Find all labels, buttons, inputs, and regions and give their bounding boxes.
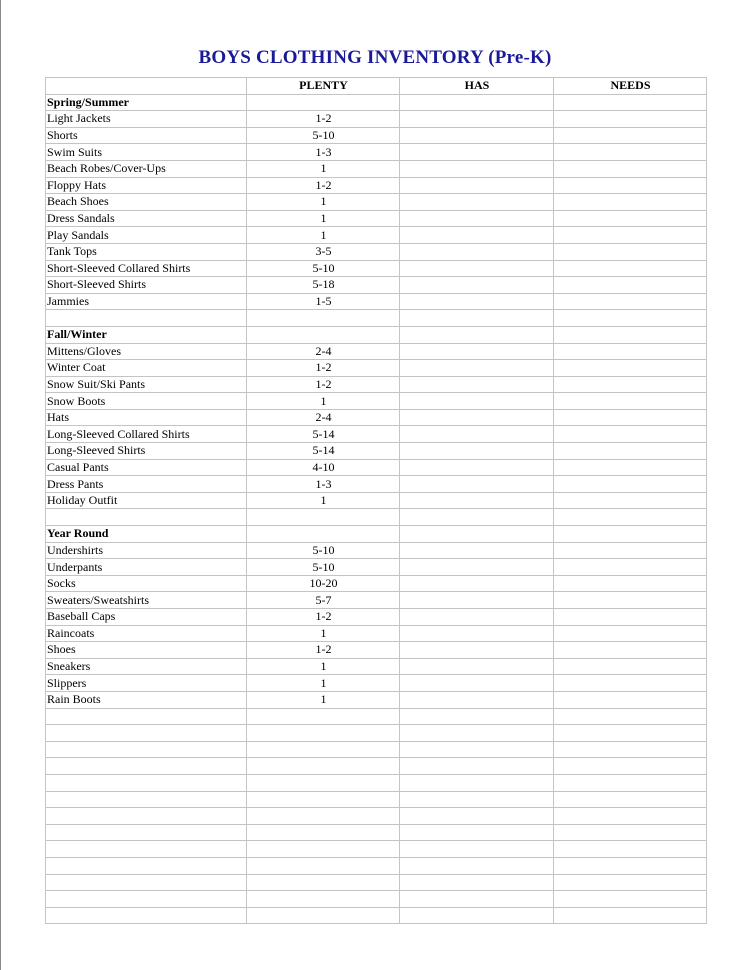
- has-cell[interactable]: [400, 127, 554, 144]
- needs-cell[interactable]: [554, 609, 707, 626]
- item-label: Snow Boots: [46, 393, 247, 410]
- item-cell[interactable]: [46, 725, 247, 742]
- has-cell[interactable]: [400, 824, 554, 841]
- needs-cell[interactable]: [554, 841, 707, 858]
- needs-cell[interactable]: [554, 144, 707, 161]
- needs-cell[interactable]: [554, 791, 707, 808]
- has-cell[interactable]: [400, 343, 554, 360]
- needs-cell[interactable]: [554, 492, 707, 509]
- has-cell[interactable]: [400, 891, 554, 908]
- table-row: [46, 426, 707, 443]
- has-cell[interactable]: [400, 592, 554, 609]
- needs-column-header: NEEDS: [554, 78, 707, 95]
- has-cell[interactable]: [400, 841, 554, 858]
- item-label: Winter Coat: [46, 360, 247, 377]
- plenty-cell[interactable]: [247, 841, 400, 858]
- section-row: [46, 326, 707, 343]
- has-column-header: HAS: [400, 78, 554, 95]
- blank-row: [46, 907, 707, 924]
- item-cell[interactable]: [46, 824, 247, 841]
- plenty-value: 5-18: [247, 277, 400, 294]
- table-row: [46, 343, 707, 360]
- table-row: [46, 443, 707, 460]
- item-label: Snow Suit/Ski Pants: [46, 376, 247, 393]
- item-label: Sweaters/Sweatshirts: [46, 592, 247, 609]
- plenty-value: 10-20: [247, 575, 400, 592]
- plenty-value: 2-4: [247, 409, 400, 426]
- table-row: [46, 260, 707, 277]
- item-label: Socks: [46, 575, 247, 592]
- inventory-table: [45, 77, 707, 924]
- has-cell[interactable]: [400, 111, 554, 128]
- needs-cell[interactable]: [554, 426, 707, 443]
- has-cell[interactable]: [400, 774, 554, 791]
- item-label: Short-Sleeved Shirts: [46, 277, 247, 294]
- blank-row: [46, 791, 707, 808]
- blank-row: [46, 874, 707, 891]
- item-label: Raincoats: [46, 625, 247, 642]
- blank-row: [46, 808, 707, 825]
- needs-cell[interactable]: [554, 343, 707, 360]
- table-row: [46, 575, 707, 592]
- item-label: Undershirts: [46, 542, 247, 559]
- table-row: [46, 625, 707, 642]
- item-cell[interactable]: [46, 891, 247, 908]
- needs-cell[interactable]: [554, 725, 707, 742]
- item-label: Tank Tops: [46, 243, 247, 260]
- has-cell[interactable]: [400, 708, 554, 725]
- needs-cell[interactable]: [554, 592, 707, 609]
- table-row: [46, 194, 707, 211]
- has-cell[interactable]: [400, 791, 554, 808]
- item-cell[interactable]: [46, 841, 247, 858]
- has-cell[interactable]: [400, 874, 554, 891]
- has-cell[interactable]: [400, 741, 554, 758]
- table-row: [46, 492, 707, 509]
- has-cell[interactable]: [400, 277, 554, 294]
- needs-cell[interactable]: [554, 708, 707, 725]
- plenty-cell[interactable]: [247, 824, 400, 841]
- plenty-value: 5-10: [247, 559, 400, 576]
- page-title: BOYS CLOTHING INVENTORY (Pre-K): [198, 47, 552, 68]
- plenty-cell[interactable]: [247, 907, 400, 924]
- needs-cell[interactable]: [554, 243, 707, 260]
- plenty-cell[interactable]: [247, 874, 400, 891]
- plenty-value: 4-10: [247, 459, 400, 476]
- plenty-cell[interactable]: [247, 526, 400, 543]
- plenty-value: 1-2: [247, 376, 400, 393]
- needs-cell[interactable]: [554, 559, 707, 576]
- needs-cell[interactable]: [554, 376, 707, 393]
- item-label: Floppy Hats: [46, 177, 247, 194]
- plenty-value: 1: [247, 658, 400, 675]
- table-row: [46, 592, 707, 609]
- plenty-cell[interactable]: [247, 758, 400, 775]
- plenty-column-header: PLENTY: [247, 78, 400, 95]
- item-cell[interactable]: [46, 774, 247, 791]
- blank-row: [46, 509, 707, 526]
- has-cell[interactable]: [400, 210, 554, 227]
- blank-row: [46, 774, 707, 791]
- has-cell[interactable]: [400, 177, 554, 194]
- inventory-body: [46, 94, 707, 924]
- item-label: Baseball Caps: [46, 609, 247, 626]
- item-cell[interactable]: [46, 310, 247, 327]
- has-cell[interactable]: [400, 426, 554, 443]
- has-cell[interactable]: [400, 227, 554, 244]
- blank-row: [46, 824, 707, 841]
- has-cell[interactable]: [400, 459, 554, 476]
- plenty-value: 5-10: [247, 542, 400, 559]
- item-label: Play Sandals: [46, 227, 247, 244]
- table-row: [46, 559, 707, 576]
- plenty-cell[interactable]: [247, 791, 400, 808]
- item-label: Mittens/Gloves: [46, 343, 247, 360]
- plenty-cell[interactable]: [247, 857, 400, 874]
- has-cell[interactable]: [400, 758, 554, 775]
- needs-cell[interactable]: [554, 857, 707, 874]
- plenty-value: 1: [247, 393, 400, 410]
- blank-row: [46, 758, 707, 775]
- has-cell[interactable]: [400, 243, 554, 260]
- plenty-value: 1: [247, 492, 400, 509]
- table-row: [46, 210, 707, 227]
- table-row: [46, 127, 707, 144]
- item-label: Sneakers: [46, 658, 247, 675]
- needs-cell[interactable]: [554, 476, 707, 493]
- has-cell[interactable]: [400, 194, 554, 211]
- needs-cell[interactable]: [554, 874, 707, 891]
- item-cell[interactable]: [46, 874, 247, 891]
- plenty-cell[interactable]: [247, 326, 400, 343]
- item-label: Casual Pants: [46, 459, 247, 476]
- has-cell[interactable]: [400, 907, 554, 924]
- plenty-value: 1-2: [247, 609, 400, 626]
- section-row: [46, 526, 707, 543]
- has-cell[interactable]: [400, 476, 554, 493]
- plenty-value: 5-14: [247, 426, 400, 443]
- has-cell[interactable]: [400, 542, 554, 559]
- needs-cell[interactable]: [554, 907, 707, 924]
- plenty-value: 3-5: [247, 243, 400, 260]
- table-row: [46, 476, 707, 493]
- table-row: [46, 144, 707, 161]
- needs-cell[interactable]: [554, 409, 707, 426]
- needs-cell[interactable]: [554, 160, 707, 177]
- needs-cell[interactable]: [554, 774, 707, 791]
- plenty-value: 1: [247, 194, 400, 211]
- table-row: [46, 459, 707, 476]
- table-row: [46, 227, 707, 244]
- needs-cell[interactable]: [554, 360, 707, 377]
- table-row: [46, 642, 707, 659]
- header-row: [46, 78, 707, 95]
- needs-cell[interactable]: [554, 310, 707, 327]
- plenty-value: 2-4: [247, 343, 400, 360]
- blank-row: [46, 741, 707, 758]
- blank-row: [46, 708, 707, 725]
- table-row: [46, 293, 707, 310]
- plenty-value: 1-2: [247, 642, 400, 659]
- item-label: Slippers: [46, 675, 247, 692]
- needs-cell[interactable]: [554, 260, 707, 277]
- table-row: [46, 691, 707, 708]
- has-cell[interactable]: [400, 808, 554, 825]
- table-row: [46, 409, 707, 426]
- item-label: Swim Suits: [46, 144, 247, 161]
- needs-cell[interactable]: [554, 891, 707, 908]
- plenty-value: 5-10: [247, 127, 400, 144]
- has-cell[interactable]: [400, 625, 554, 642]
- has-cell[interactable]: [400, 409, 554, 426]
- needs-cell[interactable]: [554, 210, 707, 227]
- plenty-cell[interactable]: [247, 808, 400, 825]
- plenty-cell[interactable]: [247, 891, 400, 908]
- table-row: [46, 675, 707, 692]
- has-cell[interactable]: [400, 376, 554, 393]
- needs-cell[interactable]: [554, 194, 707, 211]
- needs-cell[interactable]: [554, 94, 707, 111]
- plenty-value: 1-2: [247, 360, 400, 377]
- section-heading: Year Round: [46, 526, 247, 543]
- item-cell[interactable]: [46, 758, 247, 775]
- item-cell[interactable]: [46, 741, 247, 758]
- item-label: Jammies: [46, 293, 247, 310]
- plenty-cell[interactable]: [247, 725, 400, 742]
- plenty-value: 1: [247, 210, 400, 227]
- has-cell[interactable]: [400, 160, 554, 177]
- needs-cell[interactable]: [554, 658, 707, 675]
- table-row: [46, 243, 707, 260]
- plenty-value: 1-3: [247, 476, 400, 493]
- needs-cell[interactable]: [554, 459, 707, 476]
- item-label: Long-Sleeved Collared Shirts: [46, 426, 247, 443]
- has-cell[interactable]: [400, 443, 554, 460]
- needs-cell[interactable]: [554, 509, 707, 526]
- item-label: Shorts: [46, 127, 247, 144]
- needs-cell[interactable]: [554, 393, 707, 410]
- needs-cell[interactable]: [554, 808, 707, 825]
- item-label: Rain Boots: [46, 691, 247, 708]
- blank-row: [46, 857, 707, 874]
- needs-cell[interactable]: [554, 542, 707, 559]
- plenty-value: 5-7: [247, 592, 400, 609]
- has-cell[interactable]: [400, 260, 554, 277]
- item-label: Holiday Outfit: [46, 492, 247, 509]
- item-label: Long-Sleeved Shirts: [46, 443, 247, 460]
- has-cell[interactable]: [400, 725, 554, 742]
- needs-cell[interactable]: [554, 127, 707, 144]
- needs-cell[interactable]: [554, 758, 707, 775]
- plenty-value: 5-14: [247, 443, 400, 460]
- needs-cell[interactable]: [554, 575, 707, 592]
- table-row: [46, 609, 707, 626]
- item-label: Short-Sleeved Collared Shirts: [46, 260, 247, 277]
- needs-cell[interactable]: [554, 277, 707, 294]
- plenty-value: 1: [247, 691, 400, 708]
- section-heading: Spring/Summer: [46, 94, 247, 111]
- needs-cell[interactable]: [554, 326, 707, 343]
- table-row: [46, 393, 707, 410]
- table-row: [46, 111, 707, 128]
- has-cell[interactable]: [400, 144, 554, 161]
- plenty-value: 1-3: [247, 144, 400, 161]
- item-label: Dress Sandals: [46, 210, 247, 227]
- item-label: Beach Robes/Cover-Ups: [46, 160, 247, 177]
- section-heading: Fall/Winter: [46, 326, 247, 343]
- table-row: [46, 177, 707, 194]
- has-cell[interactable]: [400, 691, 554, 708]
- needs-cell[interactable]: [554, 675, 707, 692]
- needs-cell[interactable]: [554, 642, 707, 659]
- blank-row: [46, 841, 707, 858]
- has-cell[interactable]: [400, 509, 554, 526]
- plenty-cell[interactable]: [247, 509, 400, 526]
- plenty-value: 1: [247, 675, 400, 692]
- needs-cell[interactable]: [554, 293, 707, 310]
- item-column-header: [46, 78, 247, 95]
- plenty-value: 1: [247, 160, 400, 177]
- has-cell[interactable]: [400, 526, 554, 543]
- section-row: [46, 94, 707, 111]
- has-cell[interactable]: [400, 492, 554, 509]
- needs-cell[interactable]: [554, 741, 707, 758]
- has-cell[interactable]: [400, 393, 554, 410]
- has-cell[interactable]: [400, 360, 554, 377]
- plenty-cell[interactable]: [247, 94, 400, 111]
- has-cell[interactable]: [400, 326, 554, 343]
- plenty-value: 1: [247, 625, 400, 642]
- needs-cell[interactable]: [554, 177, 707, 194]
- blank-row: [46, 310, 707, 327]
- has-cell[interactable]: [400, 94, 554, 111]
- plenty-cell[interactable]: [247, 741, 400, 758]
- table-row: [46, 360, 707, 377]
- item-label: Hats: [46, 409, 247, 426]
- plenty-value: 1-2: [247, 177, 400, 194]
- plenty-cell[interactable]: [247, 774, 400, 791]
- needs-cell[interactable]: [554, 691, 707, 708]
- has-cell[interactable]: [400, 559, 554, 576]
- plenty-cell[interactable]: [247, 310, 400, 327]
- has-cell[interactable]: [400, 658, 554, 675]
- page-left-edge: [0, 0, 1, 970]
- plenty-value: 1-2: [247, 111, 400, 128]
- item-cell[interactable]: [46, 808, 247, 825]
- plenty-value: 1-5: [247, 293, 400, 310]
- has-cell[interactable]: [400, 575, 554, 592]
- item-cell[interactable]: [46, 857, 247, 874]
- needs-cell[interactable]: [554, 111, 707, 128]
- item-label: Beach Shoes: [46, 194, 247, 211]
- needs-cell[interactable]: [554, 443, 707, 460]
- table-row: [46, 376, 707, 393]
- blank-row: [46, 891, 707, 908]
- plenty-value: 5-10: [247, 260, 400, 277]
- item-cell[interactable]: [46, 708, 247, 725]
- item-cell[interactable]: [46, 509, 247, 526]
- plenty-value: 1: [247, 227, 400, 244]
- has-cell[interactable]: [400, 293, 554, 310]
- item-label: Shoes: [46, 642, 247, 659]
- table-row: [46, 160, 707, 177]
- table-row: [46, 277, 707, 294]
- plenty-cell[interactable]: [247, 708, 400, 725]
- item-cell[interactable]: [46, 907, 247, 924]
- has-cell[interactable]: [400, 857, 554, 874]
- needs-cell[interactable]: [554, 625, 707, 642]
- item-label: Dress Pants: [46, 476, 247, 493]
- item-cell[interactable]: [46, 791, 247, 808]
- has-cell[interactable]: [400, 642, 554, 659]
- table-row: [46, 658, 707, 675]
- table-row: [46, 542, 707, 559]
- item-label: Light Jackets: [46, 111, 247, 128]
- has-cell[interactable]: [400, 675, 554, 692]
- has-cell[interactable]: [400, 609, 554, 626]
- has-cell[interactable]: [400, 310, 554, 327]
- item-label: Underpants: [46, 559, 247, 576]
- needs-cell[interactable]: [554, 227, 707, 244]
- needs-cell[interactable]: [554, 824, 707, 841]
- blank-row: [46, 725, 707, 742]
- needs-cell[interactable]: [554, 526, 707, 543]
